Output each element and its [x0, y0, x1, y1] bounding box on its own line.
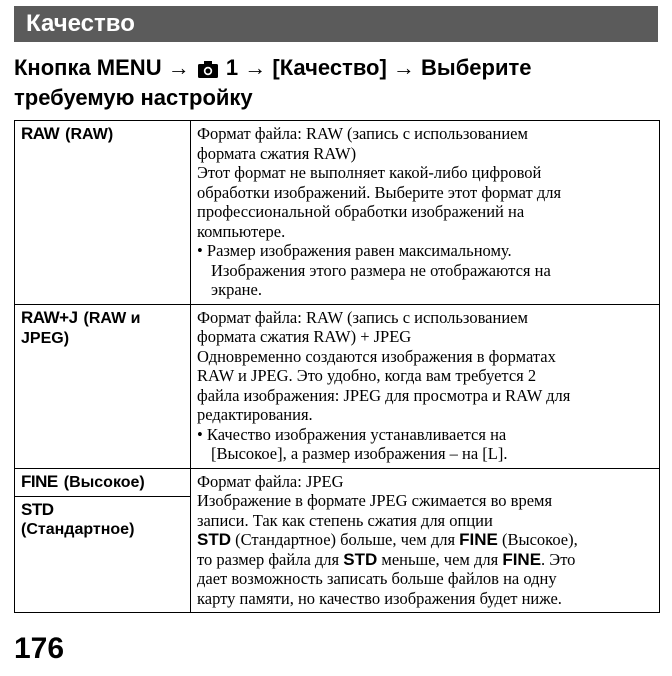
description-line: профессиональной обработки изображений на [197, 202, 525, 221]
camera-icon [198, 57, 218, 84]
fine-badge-icon: FINE [21, 471, 58, 491]
description-line [197, 550, 654, 570]
raw-badge-icon: RAW [21, 124, 60, 143]
option-fine [15, 469, 190, 497]
bullet-line: • Размер изображения равен максимальному. [197, 241, 512, 260]
description-line: Формат файла: JPEG [197, 471, 344, 491]
fine-badge-icon: FINE [459, 530, 498, 549]
instruction-heading [14, 54, 658, 111]
description-text: . Это [541, 549, 576, 569]
bullet-continuation: [Высокое], а размер изображения – на [L]. [211, 444, 508, 463]
option-label: (Стандартное) [21, 520, 135, 538]
bullet-line: • Качество изображения устанавливается на [197, 424, 507, 444]
option-label: (Высокое) [63, 473, 145, 491]
section-title-bar [14, 6, 658, 42]
description-line: записи. Так как степень сжатия для опции [197, 510, 493, 530]
description-line [197, 530, 654, 550]
table-row [15, 121, 660, 305]
fine-badge-icon: FINE [502, 549, 542, 569]
std-badge-icon: STD [343, 549, 378, 569]
option-label: (RAW и [83, 309, 141, 327]
option-cell-raw-jpeg [15, 304, 191, 468]
description-text: (Стандартное) больше, чем для [231, 530, 460, 549]
instruction-text-start: Кнопка MENU → [14, 55, 196, 80]
section-title: Качество [26, 10, 135, 37]
description-cell-jpeg [191, 468, 660, 613]
description-line: RAW и JPEG. Это удобно, когда вам требуется 2 [197, 366, 537, 385]
description-line: Изображение в формате JPEG сжимается во время [197, 491, 553, 510]
instruction-text-end: 1 → [Качество] → Выберите [219, 55, 532, 80]
description-line: обработки изображений. Выберите этот формат для [197, 182, 562, 202]
description-text: меньше, чем для [377, 549, 503, 569]
option-std [15, 497, 190, 543]
option-cell-raw [15, 121, 191, 305]
description-line: Формат файла: RAW (запись с использованием [197, 307, 528, 327]
description-cell-raw [191, 121, 660, 305]
description-text: то размер файла для [197, 549, 344, 569]
bullet-continuation: экране. [211, 280, 262, 299]
option-label-line-2: JPEG) [21, 329, 70, 347]
table-row [15, 304, 660, 468]
bullet-continuation: Изображения этого размера не отображаются на [211, 260, 551, 280]
description-line: формата сжатия RAW) + JPEG [197, 327, 412, 346]
instruction-line-1 [14, 54, 658, 84]
raw-plus-jpeg-badge-icon: RAW+J [21, 307, 78, 327]
description-cell-raw-jpeg [191, 304, 660, 468]
description-line: файла изображения: JPEG для просмотра и RAW для [197, 385, 571, 405]
description-line: формата сжатия RAW) [197, 143, 357, 163]
quality-settings-table [14, 120, 660, 613]
description-line: Формат файла: RAW (запись с использованием [197, 124, 528, 143]
option-label-line [21, 308, 185, 329]
option-label: (RAW) [65, 126, 114, 143]
description-line: Этот формат не выполняет какой-либо цифровой [197, 163, 542, 182]
page-number: 176 [14, 632, 65, 665]
description-line: Одновременно создаются изображения в форматах [197, 346, 556, 366]
std-badge-icon: STD [197, 530, 231, 549]
description-text: (Высокое), [497, 530, 578, 549]
description-line: дает возможность записать больше файлов на одну [197, 569, 557, 588]
option-cell-jpeg [15, 468, 191, 613]
std-badge-icon: STD [21, 499, 54, 519]
description-line: карту памяти, но качество изображения будет ниже. [197, 588, 562, 608]
description-line: редактирования. [197, 405, 313, 424]
table-row [15, 468, 660, 613]
instruction-line-2: требуемую настройку [14, 85, 253, 110]
description-line: компьютере. [197, 221, 286, 241]
